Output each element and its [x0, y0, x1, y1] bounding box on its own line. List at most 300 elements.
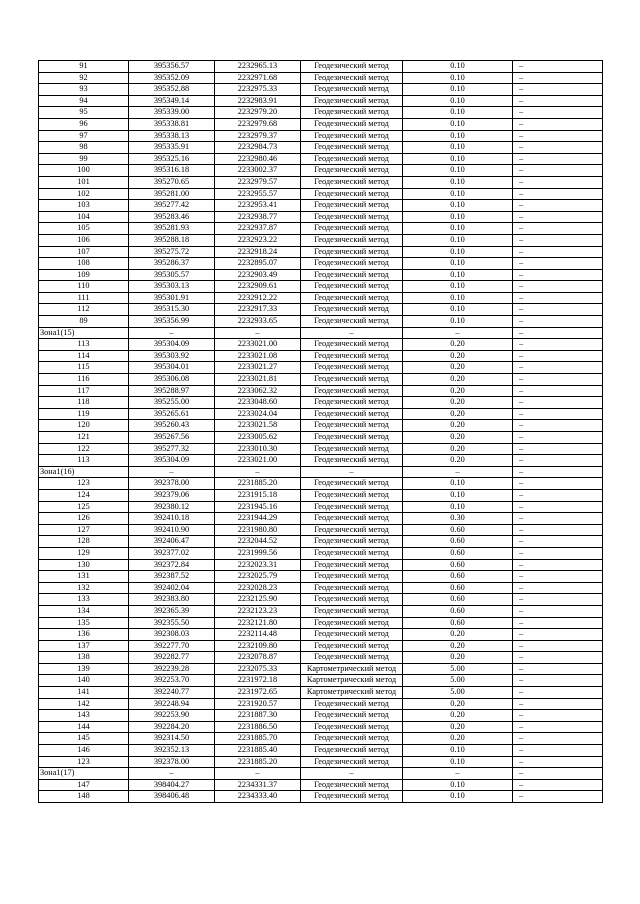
y-coordinate-cell: 2232114.48	[215, 629, 301, 641]
point-number-cell: 148	[39, 791, 129, 803]
point-number-cell: 145	[39, 733, 129, 745]
point-number-cell: 133	[39, 594, 129, 606]
table-row	[39, 629, 603, 641]
method-cell: Геодезический метод	[301, 234, 403, 246]
point-number-cell: 103	[39, 200, 129, 212]
description-cell: –	[513, 246, 603, 258]
precision-cell: 0.10	[403, 211, 513, 223]
description-cell: –	[513, 536, 603, 548]
x-coordinate-cell: 392387.52	[129, 571, 215, 583]
table-row	[39, 234, 603, 246]
method-cell: Геодезический метод	[301, 362, 403, 374]
point-number-cell: 108	[39, 258, 129, 270]
method-cell: Геодезический метод	[301, 281, 403, 293]
description-cell: –	[513, 165, 603, 177]
table-row	[39, 420, 603, 432]
y-coordinate-cell: 2231972.18	[215, 675, 301, 687]
y-coordinate-cell: 2231886.50	[215, 721, 301, 733]
method-cell: Геодезический метод	[301, 779, 403, 791]
table-row	[39, 733, 603, 745]
method-cell: –	[301, 466, 403, 478]
precision-cell: 5.00	[403, 663, 513, 675]
point-number-cell: 123	[39, 478, 129, 490]
x-coordinate-cell: 395356.99	[129, 316, 215, 328]
table-row	[39, 153, 603, 165]
x-coordinate-cell: 395281.00	[129, 188, 215, 200]
point-number-cell: 123	[39, 756, 129, 768]
description-cell: –	[513, 292, 603, 304]
y-coordinate-cell: 2232895.07	[215, 258, 301, 270]
y-coordinate-cell: 2232912.22	[215, 292, 301, 304]
x-coordinate-cell: 395265.61	[129, 408, 215, 420]
method-cell: Геодезический метод	[301, 455, 403, 467]
precision-cell: 0.10	[403, 130, 513, 142]
x-coordinate-cell: 395277.32	[129, 443, 215, 455]
description-cell: –	[513, 733, 603, 745]
method-cell: Геодезический метод	[301, 304, 403, 316]
y-coordinate-cell: 2233021.00	[215, 339, 301, 351]
method-cell: Геодезический метод	[301, 721, 403, 733]
description-cell: –	[513, 258, 603, 270]
table-row	[39, 397, 603, 409]
method-cell: Геодезический метод	[301, 200, 403, 212]
method-cell: Геодезический метод	[301, 582, 403, 594]
method-cell: Геодезический метод	[301, 292, 403, 304]
method-cell: –	[301, 768, 403, 780]
point-number-cell: 143	[39, 710, 129, 722]
x-coordinate-cell: 392253.90	[129, 710, 215, 722]
precision-cell: 0.60	[403, 605, 513, 617]
zone-header-row	[39, 466, 603, 478]
y-coordinate-cell: 2232023.31	[215, 559, 301, 571]
point-number-cell: 92	[39, 72, 129, 84]
precision-cell: 0.20	[403, 350, 513, 362]
x-coordinate-cell: 395277.42	[129, 200, 215, 212]
precision-cell: 0.60	[403, 547, 513, 559]
table-row	[39, 663, 603, 675]
table-row	[39, 524, 603, 536]
table-row	[39, 501, 603, 513]
table-row	[39, 721, 603, 733]
method-cell: Геодезический метод	[301, 95, 403, 107]
precision-cell: 0.20	[403, 408, 513, 420]
precision-cell: 0.10	[403, 176, 513, 188]
y-coordinate-cell: 2231999.56	[215, 547, 301, 559]
method-cell: Геодезический метод	[301, 107, 403, 119]
description-cell: –	[513, 374, 603, 386]
y-coordinate-cell: 2233005.62	[215, 432, 301, 444]
point-number-cell: 98	[39, 142, 129, 154]
precision-cell: 0.10	[403, 745, 513, 757]
method-cell: Геодезический метод	[301, 432, 403, 444]
table-row	[39, 385, 603, 397]
method-cell: Геодезический метод	[301, 617, 403, 629]
x-coordinate-cell: 395304.01	[129, 362, 215, 374]
precision-cell: 0.10	[403, 478, 513, 490]
description-cell: –	[513, 571, 603, 583]
description-cell: –	[513, 339, 603, 351]
method-cell: Геодезический метод	[301, 756, 403, 768]
table-row	[39, 675, 603, 687]
point-number-cell: 113	[39, 339, 129, 351]
method-cell: Геодезический метод	[301, 269, 403, 281]
y-coordinate-cell: 2233021.00	[215, 455, 301, 467]
method-cell: Геодезический метод	[301, 420, 403, 432]
y-coordinate-cell: 2232917.33	[215, 304, 301, 316]
point-number-cell: 96	[39, 118, 129, 130]
method-cell: Геодезический метод	[301, 176, 403, 188]
table-row	[39, 605, 603, 617]
precision-cell: 0.10	[403, 501, 513, 513]
method-cell: –	[301, 327, 403, 339]
y-coordinate-cell: 2232923.22	[215, 234, 301, 246]
y-coordinate-cell: 2233048.60	[215, 397, 301, 409]
table-row	[39, 176, 603, 188]
x-coordinate-cell: 392284.20	[129, 721, 215, 733]
method-cell: Геодезический метод	[301, 339, 403, 351]
method-cell: Геодезический метод	[301, 153, 403, 165]
description-cell: –	[513, 130, 603, 142]
description-cell: –	[513, 756, 603, 768]
point-number-cell: 102	[39, 188, 129, 200]
precision-cell: 0.20	[403, 385, 513, 397]
description-cell: –	[513, 223, 603, 235]
point-number-cell: 104	[39, 211, 129, 223]
x-coordinate-cell: 392277.70	[129, 640, 215, 652]
y-coordinate-cell: 2232984.73	[215, 142, 301, 154]
description-cell: –	[513, 142, 603, 154]
table-row	[39, 432, 603, 444]
x-coordinate-cell: 395305.57	[129, 269, 215, 281]
table-row	[39, 107, 603, 119]
precision-cell: 0.20	[403, 374, 513, 386]
y-coordinate-cell: 2231920.57	[215, 698, 301, 710]
table-row	[39, 513, 603, 525]
x-coordinate-cell: 395303.13	[129, 281, 215, 293]
precision-cell: 0.10	[403, 779, 513, 791]
description-cell: –	[513, 188, 603, 200]
table-row	[39, 455, 603, 467]
y-coordinate-cell: 2232971.68	[215, 72, 301, 84]
y-coordinate-cell: 2231885.20	[215, 756, 301, 768]
x-coordinate-cell: 392355.50	[129, 617, 215, 629]
table-row	[39, 258, 603, 270]
zone-header-row	[39, 768, 603, 780]
method-cell: Геодезический метод	[301, 536, 403, 548]
y-coordinate-cell: –	[215, 768, 301, 780]
method-cell: Геодезический метод	[301, 733, 403, 745]
table-row	[39, 745, 603, 757]
table-row	[39, 292, 603, 304]
x-coordinate-cell: 395301.91	[129, 292, 215, 304]
point-number-cell: 91	[39, 61, 129, 73]
description-cell: –	[513, 72, 603, 84]
precision-cell: 0.10	[403, 246, 513, 258]
method-cell: Геодезический метод	[301, 408, 403, 420]
description-cell: –	[513, 84, 603, 96]
table-row	[39, 84, 603, 96]
y-coordinate-cell: 2232979.37	[215, 130, 301, 142]
description-cell: –	[513, 779, 603, 791]
table-row	[39, 142, 603, 154]
precision-cell: 0.20	[403, 721, 513, 733]
description-cell: –	[513, 582, 603, 594]
y-coordinate-cell: 2231885.40	[215, 745, 301, 757]
point-number-cell: 111	[39, 292, 129, 304]
y-coordinate-cell: 2232075.33	[215, 663, 301, 675]
table-row	[39, 478, 603, 490]
x-coordinate-cell: 392240.77	[129, 687, 215, 699]
x-coordinate-cell: 395288.18	[129, 234, 215, 246]
description-cell: –	[513, 211, 603, 223]
point-number-cell: 94	[39, 95, 129, 107]
x-coordinate-cell: 395275.72	[129, 246, 215, 258]
method-cell: Геодезический метод	[301, 640, 403, 652]
y-coordinate-cell: 2232955.57	[215, 188, 301, 200]
method-cell: Геодезический метод	[301, 188, 403, 200]
x-coordinate-cell: 392378.00	[129, 756, 215, 768]
point-number-cell: 109	[39, 269, 129, 281]
point-number-cell: 121	[39, 432, 129, 444]
description-cell: –	[513, 524, 603, 536]
precision-cell: 0.20	[403, 733, 513, 745]
zone-header-row	[39, 327, 603, 339]
description-cell: –	[513, 501, 603, 513]
description-cell: –	[513, 466, 603, 478]
precision-cell: 0.20	[403, 698, 513, 710]
description-cell: –	[513, 721, 603, 733]
description-cell: –	[513, 269, 603, 281]
description-cell: –	[513, 397, 603, 409]
x-coordinate-cell: –	[129, 466, 215, 478]
precision-cell: 0.20	[403, 432, 513, 444]
precision-cell: 0.20	[403, 710, 513, 722]
table-row	[39, 698, 603, 710]
description-cell: –	[513, 176, 603, 188]
method-cell: Геодезический метод	[301, 142, 403, 154]
x-coordinate-cell: 395286.37	[129, 258, 215, 270]
precision-cell: 0.10	[403, 142, 513, 154]
table-row	[39, 269, 603, 281]
precision-cell: 0.20	[403, 397, 513, 409]
precision-cell: 0.10	[403, 84, 513, 96]
method-cell: Картометрический метод	[301, 687, 403, 699]
method-cell: Геодезический метод	[301, 316, 403, 328]
method-cell: Картометрический метод	[301, 663, 403, 675]
zone-label-cell: Зона1(15)	[39, 327, 129, 339]
y-coordinate-cell: 2233021.58	[215, 420, 301, 432]
point-number-cell: 113	[39, 455, 129, 467]
table-row	[39, 559, 603, 571]
precision-cell: 0.20	[403, 362, 513, 374]
point-number-cell: 95	[39, 107, 129, 119]
x-coordinate-cell: 395352.09	[129, 72, 215, 84]
point-number-cell: 117	[39, 385, 129, 397]
point-number-cell: 112	[39, 304, 129, 316]
table-row	[39, 362, 603, 374]
table-row	[39, 118, 603, 130]
description-cell: –	[513, 605, 603, 617]
x-coordinate-cell: –	[129, 327, 215, 339]
point-number-cell: 97	[39, 130, 129, 142]
precision-cell: 5.00	[403, 687, 513, 699]
table-row	[39, 223, 603, 235]
point-number-cell: 120	[39, 420, 129, 432]
point-number-cell: 136	[39, 629, 129, 641]
table-row	[39, 571, 603, 583]
x-coordinate-cell: 395338.81	[129, 118, 215, 130]
description-cell: –	[513, 617, 603, 629]
precision-cell: 0.10	[403, 61, 513, 73]
table-row	[39, 130, 603, 142]
table-row	[39, 95, 603, 107]
precision-cell: 0.10	[403, 234, 513, 246]
y-coordinate-cell: 2231944.29	[215, 513, 301, 525]
precision-cell: –	[403, 327, 513, 339]
description-cell: –	[513, 513, 603, 525]
y-coordinate-cell: 2232937.87	[215, 223, 301, 235]
precision-cell: 0.10	[403, 316, 513, 328]
description-cell: –	[513, 663, 603, 675]
point-number-cell: 132	[39, 582, 129, 594]
method-cell: Геодезический метод	[301, 211, 403, 223]
precision-cell: 0.60	[403, 594, 513, 606]
point-number-cell: 101	[39, 176, 129, 188]
y-coordinate-cell: 2231972.65	[215, 687, 301, 699]
precision-cell: 0.60	[403, 582, 513, 594]
x-coordinate-cell: –	[129, 768, 215, 780]
point-number-cell: 141	[39, 687, 129, 699]
point-number-cell: 146	[39, 745, 129, 757]
method-cell: Геодезический метод	[301, 501, 403, 513]
precision-cell: –	[403, 466, 513, 478]
x-coordinate-cell: 395304.09	[129, 455, 215, 467]
description-cell: –	[513, 675, 603, 687]
x-coordinate-cell: 395352.88	[129, 84, 215, 96]
description-cell: –	[513, 61, 603, 73]
method-cell: Картометрический метод	[301, 675, 403, 687]
precision-cell: –	[403, 768, 513, 780]
x-coordinate-cell: 395255.00	[129, 397, 215, 409]
precision-cell: 0.10	[403, 269, 513, 281]
x-coordinate-cell: 395283.46	[129, 211, 215, 223]
precision-cell: 0.60	[403, 524, 513, 536]
description-cell: –	[513, 629, 603, 641]
method-cell: Геодезический метод	[301, 571, 403, 583]
x-coordinate-cell: 392377.02	[129, 547, 215, 559]
precision-cell: 0.10	[403, 791, 513, 803]
point-number-cell: 138	[39, 652, 129, 664]
point-number-cell: 114	[39, 350, 129, 362]
precision-cell: 0.10	[403, 153, 513, 165]
y-coordinate-cell: 2232123.23	[215, 605, 301, 617]
description-cell: –	[513, 316, 603, 328]
method-cell: Геодезический метод	[301, 130, 403, 142]
y-coordinate-cell: 2232953.41	[215, 200, 301, 212]
point-number-cell: 131	[39, 571, 129, 583]
x-coordinate-cell: 395304.09	[129, 339, 215, 351]
x-coordinate-cell: 395288.97	[129, 385, 215, 397]
table-row	[39, 281, 603, 293]
x-coordinate-cell: 392380.12	[129, 501, 215, 513]
table-row	[39, 617, 603, 629]
coordinates-table	[38, 60, 603, 803]
x-coordinate-cell: 395339.00	[129, 107, 215, 119]
table-row	[39, 779, 603, 791]
x-coordinate-cell: 392410.90	[129, 524, 215, 536]
method-cell: Геодезический метод	[301, 791, 403, 803]
point-number-cell: 124	[39, 489, 129, 501]
precision-cell: 0.10	[403, 756, 513, 768]
method-cell: Геодезический метод	[301, 745, 403, 757]
precision-cell: 5.00	[403, 675, 513, 687]
x-coordinate-cell: 395281.93	[129, 223, 215, 235]
point-number-cell: 93	[39, 84, 129, 96]
x-coordinate-cell: 392282.77	[129, 652, 215, 664]
table-row	[39, 687, 603, 699]
precision-cell: 0.10	[403, 223, 513, 235]
y-coordinate-cell: 2231980.80	[215, 524, 301, 536]
x-coordinate-cell: 395260.43	[129, 420, 215, 432]
y-coordinate-cell: 2232109.80	[215, 640, 301, 652]
precision-cell: 0.10	[403, 258, 513, 270]
x-coordinate-cell: 395356.57	[129, 61, 215, 73]
method-cell: Геодезический метод	[301, 489, 403, 501]
description-cell: –	[513, 432, 603, 444]
point-number-cell: 129	[39, 547, 129, 559]
table-row	[39, 350, 603, 362]
description-cell: –	[513, 118, 603, 130]
x-coordinate-cell: 395338.13	[129, 130, 215, 142]
method-cell: Геодезический метод	[301, 350, 403, 362]
precision-cell: 0.20	[403, 629, 513, 641]
method-cell: Геодезический метод	[301, 605, 403, 617]
x-coordinate-cell: 392410.18	[129, 513, 215, 525]
x-coordinate-cell: 395325.16	[129, 153, 215, 165]
method-cell: Геодезический метод	[301, 84, 403, 96]
x-coordinate-cell: 395335.91	[129, 142, 215, 154]
x-coordinate-cell: 395270.65	[129, 176, 215, 188]
y-coordinate-cell: 2232983.91	[215, 95, 301, 107]
x-coordinate-cell: 392352.13	[129, 745, 215, 757]
precision-cell: 0.20	[403, 455, 513, 467]
y-coordinate-cell: 2232975.33	[215, 84, 301, 96]
table-row	[39, 304, 603, 316]
x-coordinate-cell: 392308.03	[129, 629, 215, 641]
x-coordinate-cell: 392314.50	[129, 733, 215, 745]
table-row	[39, 200, 603, 212]
x-coordinate-cell: 395303.92	[129, 350, 215, 362]
point-number-cell: 105	[39, 223, 129, 235]
x-coordinate-cell: 392248.94	[129, 698, 215, 710]
table-row	[39, 791, 603, 803]
x-coordinate-cell: 392406.47	[129, 536, 215, 548]
method-cell: Геодезический метод	[301, 223, 403, 235]
y-coordinate-cell: 2231915.18	[215, 489, 301, 501]
precision-cell: 0.10	[403, 200, 513, 212]
precision-cell: 0.10	[403, 188, 513, 200]
method-cell: Геодезический метод	[301, 258, 403, 270]
x-coordinate-cell: 395267.56	[129, 432, 215, 444]
method-cell: Геодезический метод	[301, 652, 403, 664]
y-coordinate-cell: 2232965.13	[215, 61, 301, 73]
description-cell: –	[513, 768, 603, 780]
point-number-cell: 107	[39, 246, 129, 258]
x-coordinate-cell: 392379.06	[129, 489, 215, 501]
table-row	[39, 489, 603, 501]
table-row	[39, 165, 603, 177]
point-number-cell: 119	[39, 408, 129, 420]
